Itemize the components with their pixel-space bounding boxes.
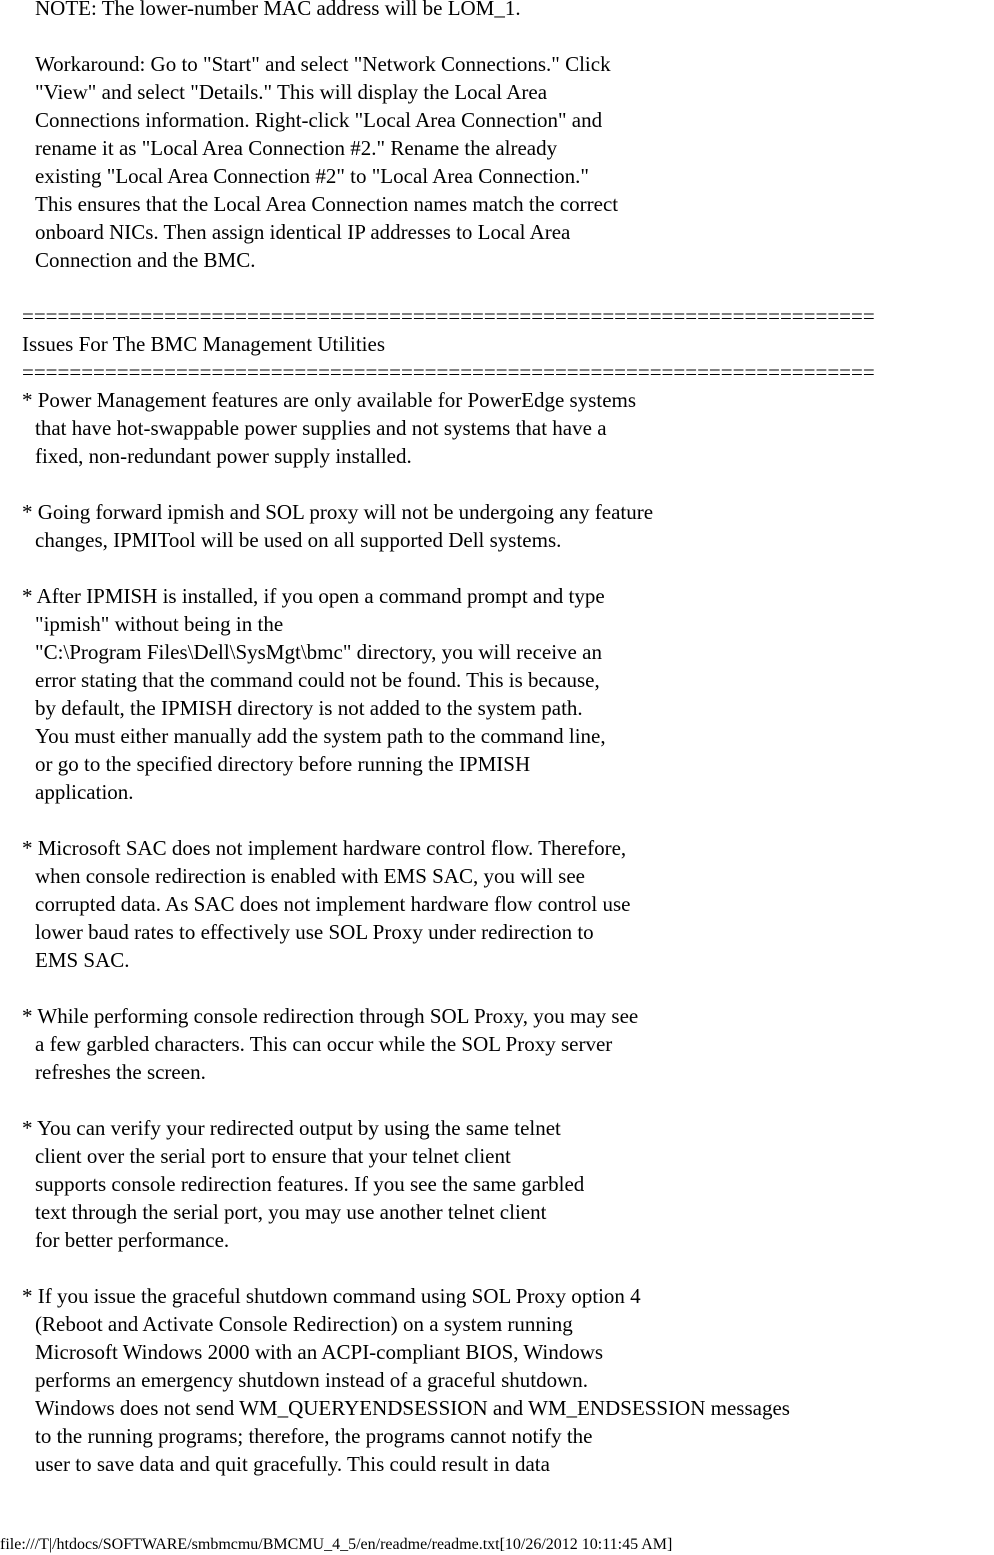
file-path-footer: file:///T|/htdocs/SOFTWARE/smbmcmu/BMCMU_4_5/en/readme/readme.txt[10/26/2012 10:11:45 AM] [0,1536,673,1553]
text-line: Workaround: Go to "Start" and select "Network Connections." Click [35,52,611,76]
text-line: that have hot-swappable power supplies and not systems that have a [35,416,607,440]
text-line: Windows does not send WM_QUERYENDSESSION and WM_ENDSESSION messages [35,1396,790,1420]
text-line: * After IPMISH is installed, if you open a command prompt and type [22,584,605,608]
text-line: * Going forward ipmish and SOL proxy will not be undergoing any feature [22,500,654,524]
text-line: You must either manually add the system path to the command line, [35,724,606,748]
blank-line [22,470,875,498]
text-line: corrupted data. As SAC does not implement hardware flow control use [35,892,631,916]
text-line: existing "Local Area Connection #2" to "Local Area Connection." [35,164,589,188]
text-line: (Reboot and Activate Console Redirection) on a system running [35,1312,573,1336]
text-line: * If you issue the graceful shutdown command using SOL Proxy option 4 [22,1284,641,1308]
text-line: client over the serial port to ensure that your telnet client [35,1144,511,1168]
text-line: NOTE: The lower-number MAC address will be LOM_1. [35,0,521,20]
section-heading: Issues For The BMC Management Utilities [22,332,385,356]
text-line: a few garbled characters. This can occur while the SOL Proxy server [35,1032,613,1056]
text-line: * While performing console redirection through SOL Proxy, you may see [22,1004,639,1028]
text-line: This ensures that the Local Area Connection names match the correct [35,192,619,216]
text-line: "ipmish" without being in the [35,612,284,636]
blank-line [22,1086,875,1114]
blank-line [22,274,875,302]
text-line: to the running programs; therefore, the programs cannot notify the [35,1424,593,1448]
text-line: "View" and select "Details." This will display the Local Area [35,80,548,104]
text-line: changes, IPMITool will be used on all supported Dell systems. [35,528,562,552]
blank-line [22,1254,875,1282]
text-line: lower baud rates to effectively use SOL Proxy under redirection to [35,920,594,944]
blank-line [22,806,875,834]
text-line: rename it as "Local Area Connection #2." Rename the already [35,136,558,160]
blank-line [22,554,875,582]
text-line: Microsoft Windows 2000 with an ACPI-compliant BIOS, Windows [35,1340,604,1364]
text-line: by default, the IPMISH directory is not added to the system path. [35,696,583,720]
text-line: Connection and the BMC. [35,248,256,272]
separator-line: ======================================================================== [22,304,875,328]
text-line: refreshes the screen. [35,1060,206,1084]
text-line: user to save data and quit gracefully. This could result in data [35,1452,550,1476]
text-line: Connections information. Right-click "Local Area Connection" and [35,108,603,132]
text-line: * You can verify your redirected output by using the same telnet [22,1116,561,1140]
text-line: EMS SAC. [35,948,130,972]
text-line: when console redirection is enabled with EMS SAC, you will see [35,864,585,888]
text-line: fixed, non-redundant power supply installed. [35,444,412,468]
readme-text-body [22,0,875,1478]
text-line: * Power Management features are only available for PowerEdge systems [22,388,637,412]
text-line: performs an emergency shutdown instead of a graceful shutdown. [35,1368,589,1392]
text-line: supports console redirection features. If you see the same garbled [35,1172,585,1196]
blank-line [22,974,875,1002]
blank-line [22,22,875,50]
text-line: application. [35,780,134,804]
text-line: text through the serial port, you may use another telnet client [35,1200,547,1224]
text-line: error stating that the command could not be found. This is because, [35,668,600,692]
text-line: or go to the specified directory before running the IPMISH [35,752,531,776]
text-line: onboard NICs. Then assign identical IP addresses to Local Area [35,220,571,244]
text-line: * Microsoft SAC does not implement hardware control flow. Therefore, [22,836,627,860]
text-line: for better performance. [35,1228,230,1252]
separator-line: ======================================================================== [22,360,875,384]
text-line: "C:\Program Files\Dell\SysMgt\bmc" directory, you will receive an [35,640,602,664]
